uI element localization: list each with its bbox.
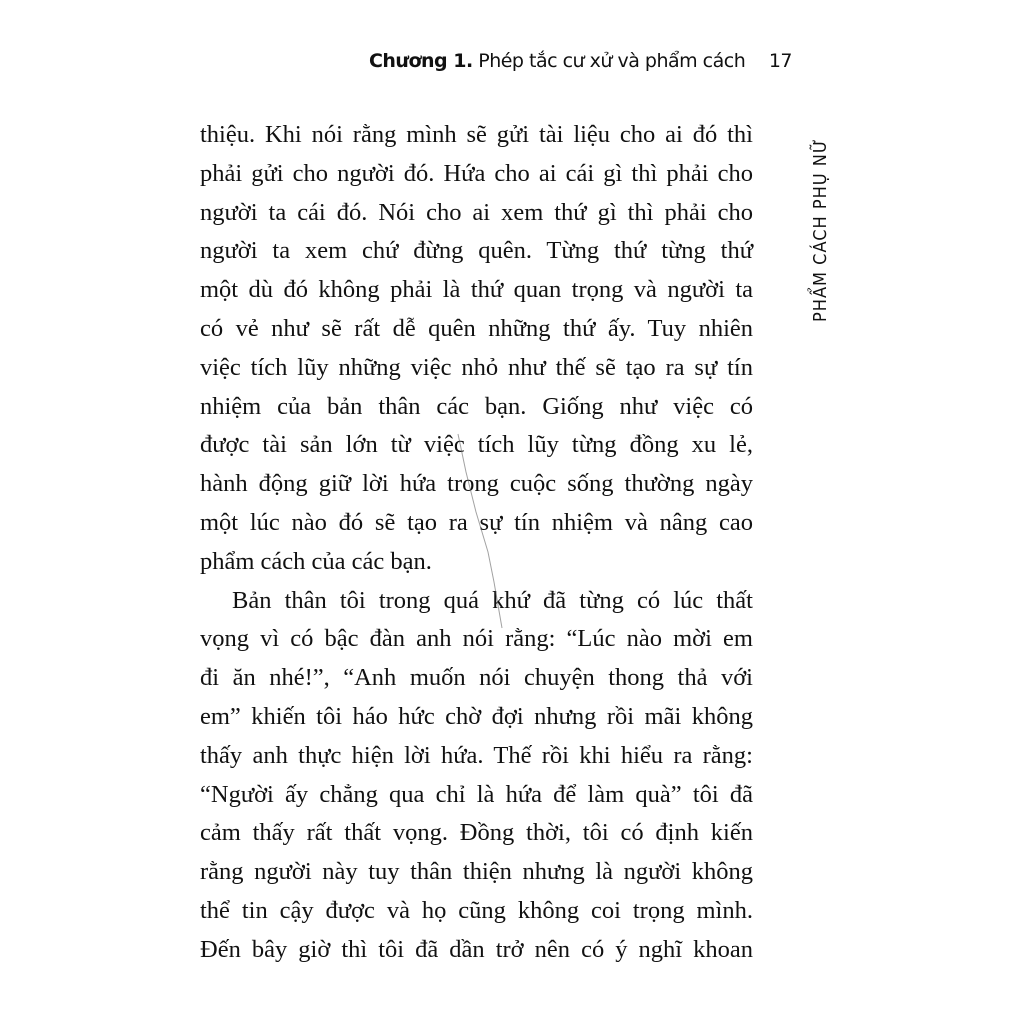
text-line: được tài sản lớn từ việc tích lũy từng đồng xu lẻ, <box>200 431 753 459</box>
text-line: thấy anh thực hiện lời hứa. Thế rồi khi hiểu ra rằng: <box>200 741 753 769</box>
running-header <box>369 50 792 72</box>
text-line: Đến bây giờ thì tôi đã dần trở nên có ý nghĩ khoan <box>200 935 753 963</box>
text-line: có vẻ như sẽ rất dễ quên những thứ ấy. Tuy nhiên <box>200 314 753 342</box>
page-number: 17 <box>768 50 792 72</box>
text-line: người ta xem chứ đừng quên. Từng thứ từng thứ <box>200 237 753 265</box>
text-line: em” khiến tôi háo hức chờ đợi nhưng rồi mãi không <box>200 702 753 730</box>
text-line: thể tin cậy được và họ cũng không coi trọng mình. <box>200 896 753 924</box>
text-line: rằng người này tuy thân thiện nhưng là người không <box>200 858 753 886</box>
vertical-book-title-text: PHẨM CÁCH PHỤ NỮ <box>810 138 831 322</box>
chapter-title: Phép tắc cư xử và phẩm cách <box>478 50 746 72</box>
text-line: việc tích lũy những việc nhỏ như thế sẽ tạo ra sự tín <box>200 353 753 381</box>
body-text <box>200 116 753 970</box>
text-line: “Người ấy chẳng qua chỉ là hứa để làm quà” tôi đã <box>200 780 753 808</box>
text-line: vọng vì có bậc đàn anh nói rằng: “Lúc nào mời em <box>200 625 753 653</box>
text-line: nhiệm của bản thân các bạn. Giống như việc có <box>200 392 753 420</box>
text-line: thiệu. Khi nói rằng mình sẽ gửi tài liệu cho ai đó thì <box>200 121 753 148</box>
text-line: người ta cái đó. Nói cho ai xem thứ gì thì phải cho <box>200 198 753 226</box>
text-line: đi ăn nhé!”, “Anh muốn nói chuyện thong thả với <box>200 664 753 692</box>
paragraph-2 <box>200 582 753 970</box>
paragraph-1 <box>200 116 753 582</box>
text-line: phẩm cách của các bạn. <box>200 547 432 575</box>
text-line: một dù đó không phải là thứ quan trọng và người ta <box>200 276 753 304</box>
text-line: hành động giữ lời hứa trong cuộc sống thường ngày <box>200 470 753 498</box>
text-line: phải gửi cho người đó. Hứa cho ai cái gì thì phải cho <box>200 159 753 187</box>
chapter-label: Chương 1. <box>368 50 473 72</box>
text-line: Bản thân tôi trong quá khứ đã từng có lúc thất <box>232 586 753 614</box>
text-line: cảm thấy rất thất vọng. Đồng thời, tôi có định kiến <box>200 819 753 847</box>
text-line: một lúc nào đó sẽ tạo ra sự tín nhiệm và nâng cao <box>200 508 753 536</box>
